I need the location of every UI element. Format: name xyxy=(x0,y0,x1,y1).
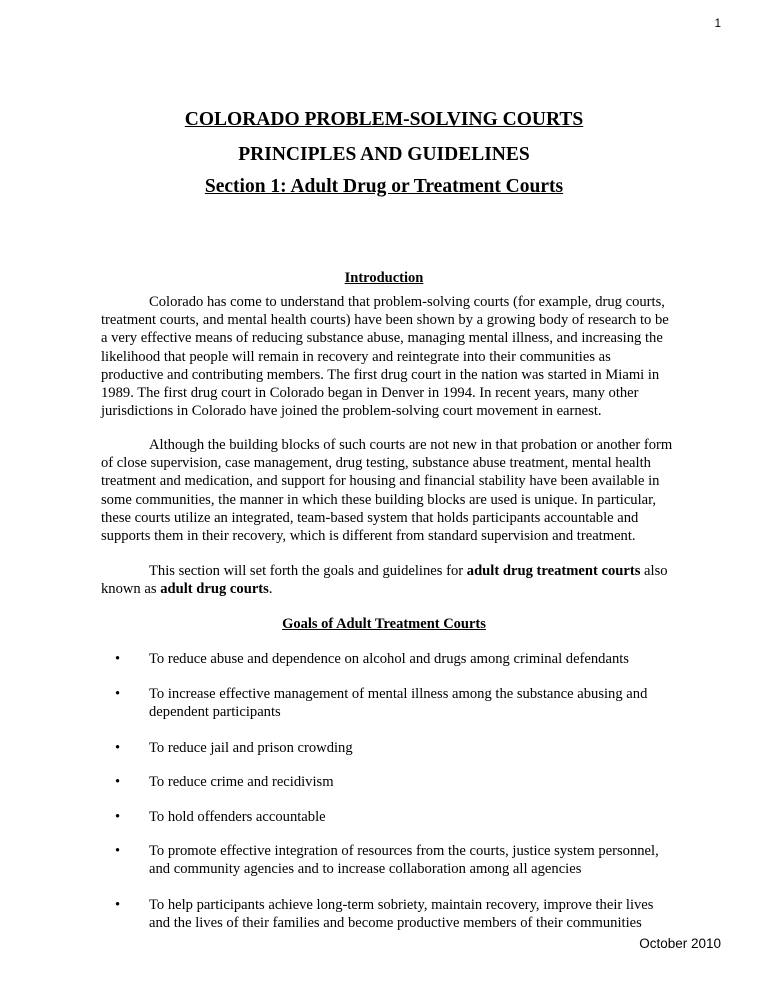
paragraph-line: likelihood that people will remain in recovery and reintegrate into their communities as xyxy=(101,348,611,365)
goal-text-line: To increase effective management of mental illness among the substance abusing and xyxy=(149,686,648,702)
paragraph-line: Although the building blocks of such courts are not new in that probation or another form xyxy=(149,437,673,453)
bullet-icon: • xyxy=(115,774,121,790)
goal-text-line: dependent participants xyxy=(149,704,281,721)
bold-term: adult drug treatment courts xyxy=(466,563,641,579)
goal-text-line: To promote effective integration of resources from the courts, justice system personnel, xyxy=(149,843,659,859)
bullet-icon: • xyxy=(115,740,121,756)
goal-item xyxy=(101,842,701,878)
page-number: 1 xyxy=(714,18,721,30)
goal-text-line: To help participants achieve long-term sobriety, maintain recovery, improve their lives xyxy=(149,897,654,913)
goal-text-line: To hold offenders accountable xyxy=(149,809,326,825)
goal-text-line: and community agencies and to increase collaboration among all agencies xyxy=(149,861,582,878)
bold-term: adult drug courts xyxy=(160,581,269,598)
paragraph-line: jurisdictions in Colorado have joined the problem-solving court movement in earnest. xyxy=(101,403,602,420)
bullet-icon: • xyxy=(115,809,121,825)
paragraph-line: productive and contributing members. The first drug court in the nation was started in Miami in xyxy=(101,366,660,383)
goal-text-line: To reduce crime and recidivism xyxy=(149,774,334,790)
paragraph-line: a very effective means of reducing substance abuse, managing mental illness, and increasing the xyxy=(101,330,663,347)
introduction-heading: Introduction xyxy=(344,270,424,286)
document-title: COLORADO PROBLEM-SOLVING COURTS xyxy=(184,109,584,130)
goal-item xyxy=(101,739,701,757)
paragraph-line: of close supervision, case management, drug testing, substance abuse treatment, mental health xyxy=(101,455,651,472)
goals-heading: Goals of Adult Treatment Courts xyxy=(282,616,486,632)
paragraph-line: known as adult drug courts. xyxy=(101,581,273,598)
paragraph-line: treatment and medication, and support for housing and financial stability have been available in xyxy=(101,473,660,490)
paragraph-line: Colorado has come to understand that problem-solving courts (for example, drug courts, xyxy=(149,294,665,310)
paragraph-line: This section will set forth the goals and guidelines for adult drug treatment courts also xyxy=(149,563,668,579)
footer-date: October 2010 xyxy=(639,936,721,951)
bullet-icon: • xyxy=(115,651,121,667)
bullet-icon: • xyxy=(115,897,121,913)
paragraph-line: treatment courts, and mental health courts) have been shown by a growing body of research to be xyxy=(101,312,669,329)
paragraph-line: these courts utilize an integrated, team-based system that holds participants accountable and xyxy=(101,509,639,526)
section-title: Section 1: Adult Drug or Treatment Courts xyxy=(204,176,564,197)
goal-text-line: To reduce jail and prison crowding xyxy=(149,740,353,756)
goal-item xyxy=(101,896,701,932)
intro-paragraph-3 xyxy=(101,562,695,598)
bullet-icon: • xyxy=(115,843,121,859)
intro-paragraph-1 xyxy=(101,293,695,420)
paragraph-line: supports them in their recovery, which is different from standard supervision and treatment. xyxy=(101,528,636,545)
paragraph-line: some communities, the manner in which these building blocks are used is unique. In particular, xyxy=(101,491,657,508)
goal-item xyxy=(101,808,701,826)
goal-text-line: To reduce abuse and dependence on alcohol and drugs among criminal defendants xyxy=(149,651,629,667)
document-subtitle: PRINCIPLES AND GUIDELINES xyxy=(238,144,530,165)
goal-item xyxy=(101,685,701,721)
goal-item xyxy=(101,773,701,791)
intro-paragraph-2 xyxy=(101,436,695,545)
goal-item xyxy=(101,650,701,668)
bullet-icon: • xyxy=(115,686,121,702)
goal-text-line: and the lives of their families and become productive members of their communities xyxy=(149,915,642,932)
paragraph-line: 1989. The first drug court in Colorado began in Denver in 1994. In recent years, many other xyxy=(101,385,639,402)
